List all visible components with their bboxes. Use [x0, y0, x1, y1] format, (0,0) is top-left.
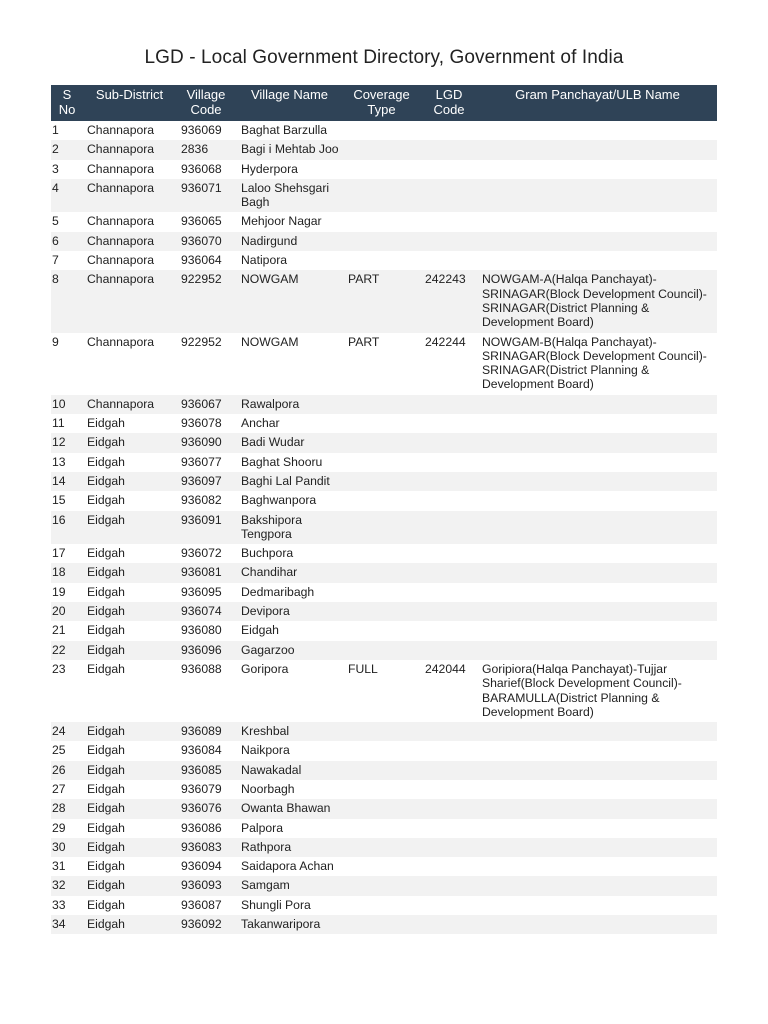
table-row: [51, 251, 717, 270]
cell-village-name: Baghwanpora: [241, 493, 317, 508]
cell-lgd-code: [420, 838, 478, 857]
cell-gram-panchayat: Goripiora(Halqa Panchayat)-Tujjar Sharief(Block Development Council)-BARAMULLA(District Planning & Development Board): [482, 661, 682, 719]
cell-sub-district: Eidgah: [83, 563, 176, 582]
cell-coverage-type: [343, 741, 420, 760]
cell-lgd-code: 242244: [425, 334, 466, 349]
cell-village-code: 936088: [181, 661, 222, 676]
header-village-name: Village Name: [236, 85, 343, 121]
cell-lgd-code: 242044: [425, 661, 466, 676]
cell-lgd-code: [420, 819, 478, 838]
cell-lgd-code: [420, 761, 478, 780]
cell-sub-district: Eidgah: [83, 799, 176, 818]
cell-village-name: Nadirgund: [236, 232, 343, 251]
cell-s-no: 15: [52, 493, 66, 508]
table-row: [51, 212, 717, 231]
cell-gram-panchayat: [478, 741, 717, 760]
cell-village-name: Dedmaribagh: [241, 584, 315, 599]
cell-lgd-code: [420, 857, 478, 876]
cell-s-no: 11: [52, 416, 65, 431]
cell-coverage-type: [343, 544, 420, 563]
table-row: [51, 160, 717, 179]
table-row: [51, 602, 717, 621]
cell-sub-district: Eidgah: [87, 661, 125, 676]
cell-village-name: Chandihar: [236, 563, 343, 582]
cell-sub-district: Eidgah: [87, 454, 125, 469]
cell-lgd-code: 242243: [420, 270, 478, 332]
cell-gram-panchayat: [478, 563, 717, 582]
cell-village-name: Eidgah: [241, 623, 279, 638]
cell-s-no: 5: [52, 214, 59, 229]
cell-village-name: Bakshipora Tengpora: [236, 511, 343, 545]
cell-gram-panchayat: [478, 140, 717, 159]
cell-sub-district: Eidgah: [83, 838, 176, 857]
cell-lgd-code: [420, 453, 478, 472]
page-title: LGD - Local Government Directory, Government of India: [144, 47, 624, 68]
cell-sub-district: Eidgah: [87, 897, 125, 912]
cell-s-no: 17: [52, 546, 66, 561]
cell-gram-panchayat: [478, 761, 717, 780]
table-row: [51, 819, 717, 838]
cell-village-name: Buchpora: [241, 546, 294, 561]
table-row: [51, 433, 717, 452]
cell-sub-district: Eidgah: [83, 602, 176, 621]
cell-sub-district: Eidgah: [87, 584, 125, 599]
cell-s-no: 27: [52, 781, 66, 796]
cell-coverage-type: [343, 799, 420, 818]
cell-lgd-code: [420, 544, 478, 563]
cell-coverage-type: [343, 511, 420, 545]
cell-gram-panchayat: [478, 857, 717, 876]
cell-gram-panchayat: [478, 876, 717, 895]
table-row: [51, 857, 717, 876]
cell-sub-district: Eidgah: [83, 433, 176, 452]
table-row: [51, 453, 717, 472]
cell-gram-panchayat: [478, 819, 717, 838]
village-table: [51, 85, 717, 934]
cell-s-no: 23: [52, 661, 66, 676]
cell-s-no: 31: [52, 859, 66, 874]
cell-village-code: 936068: [181, 161, 222, 176]
cell-village-code: 922952: [181, 334, 222, 349]
cell-lgd-code: [420, 602, 478, 621]
cell-coverage-type: [343, 722, 420, 741]
cell-village-name: Baghat Shooru: [241, 454, 323, 469]
table-row: [51, 121, 717, 140]
cell-s-no: 14: [51, 472, 83, 491]
cell-village-name: Palpora: [241, 820, 284, 835]
table-row: [51, 583, 717, 602]
header-s-no: S No: [51, 85, 83, 121]
cell-s-no: 1: [52, 123, 59, 137]
cell-s-no: 19: [52, 584, 66, 599]
table-row: [51, 414, 717, 433]
table-row: [51, 179, 717, 213]
cell-gram-panchayat: [478, 433, 717, 452]
cell-gram-panchayat: [478, 780, 717, 799]
cell-village-name: Natipora: [241, 253, 288, 268]
cell-coverage-type: PART: [348, 334, 380, 349]
cell-village-name: Naikpora: [241, 743, 290, 758]
cell-sub-district: Channapora: [87, 334, 155, 349]
cell-lgd-code: [420, 876, 478, 895]
cell-lgd-code: [420, 583, 478, 602]
cell-village-name: NOWGAM: [241, 334, 299, 349]
cell-gram-panchayat: [478, 414, 717, 433]
cell-gram-panchayat: [478, 121, 717, 140]
cell-village-name: Mehjoor Nagar: [241, 214, 322, 229]
cell-gram-panchayat: [478, 511, 717, 545]
cell-lgd-code: [420, 179, 478, 213]
cell-coverage-type: [343, 583, 420, 602]
table-row: [51, 511, 717, 545]
header-lgd-code: LGD Code: [420, 85, 478, 121]
cell-village-code: 936081: [176, 563, 236, 582]
cell-coverage-type: [343, 915, 420, 934]
cell-gram-panchayat: [478, 641, 717, 660]
cell-village-code: 936084: [181, 743, 222, 758]
cell-s-no: 4: [51, 179, 83, 213]
cell-village-code: 936067: [176, 395, 236, 414]
cell-village-code: 936091: [176, 511, 236, 545]
cell-village-name: Rawalpora: [236, 395, 343, 414]
cell-s-no: 24: [51, 722, 83, 741]
cell-sub-district: Eidgah: [87, 859, 125, 874]
cell-village-name: Laloo Shehsgari Bagh: [236, 179, 343, 213]
cell-coverage-type: [343, 838, 420, 857]
cell-coverage-type: [343, 857, 420, 876]
cell-s-no: 25: [52, 743, 66, 758]
cell-s-no: 3: [52, 161, 59, 176]
table-row: [51, 472, 717, 491]
cell-coverage-type: [343, 140, 420, 159]
cell-sub-district: Eidgah: [87, 743, 125, 758]
cell-village-code: 936065: [181, 214, 222, 229]
cell-coverage-type: [343, 621, 420, 640]
cell-village-code: 936070: [176, 232, 236, 251]
cell-gram-panchayat: [478, 251, 717, 270]
cell-coverage-type: FULL: [348, 661, 378, 676]
cell-village-code: 936072: [181, 546, 222, 561]
cell-sub-district: Eidgah: [83, 722, 176, 741]
cell-lgd-code: [420, 491, 478, 510]
cell-lgd-code: [420, 251, 478, 270]
cell-village-name: Bagi i Mehtab Joo: [236, 140, 343, 159]
cell-village-code: 936092: [176, 915, 236, 934]
cell-sub-district: Channapora: [83, 270, 176, 332]
cell-gram-panchayat: [478, 472, 717, 491]
cell-sub-district: Eidgah: [87, 820, 125, 835]
cell-coverage-type: [343, 491, 420, 510]
cell-coverage-type: [343, 395, 420, 414]
cell-sub-district: Eidgah: [83, 761, 176, 780]
cell-village-code: 936074: [176, 602, 236, 621]
header-gram-panchayat: Gram Panchayat/ULB Name: [478, 85, 717, 121]
cell-s-no: 33: [52, 897, 66, 912]
cell-s-no: 34: [51, 915, 83, 934]
cell-village-name: Devipora: [236, 602, 343, 621]
cell-gram-panchayat: [478, 232, 717, 251]
cell-sub-district: Eidgah: [87, 546, 125, 561]
cell-coverage-type: [343, 563, 420, 582]
cell-s-no: 26: [51, 761, 83, 780]
cell-sub-district: Channapora: [83, 232, 176, 251]
cell-s-no: 21: [52, 623, 66, 638]
cell-lgd-code: [420, 780, 478, 799]
cell-sub-district: Channapora: [87, 161, 155, 176]
cell-village-code: 936095: [181, 584, 222, 599]
cell-lgd-code: [420, 212, 478, 231]
cell-coverage-type: [343, 232, 420, 251]
cell-sub-district: Eidgah: [83, 511, 176, 545]
cell-s-no: 28: [51, 799, 83, 818]
cell-s-no: 29: [52, 820, 66, 835]
table-row: [51, 896, 717, 915]
cell-sub-district: Channapora: [83, 140, 176, 159]
cell-village-code: 936077: [181, 454, 222, 469]
cell-village-name: Saidapora Achan: [241, 859, 334, 874]
cell-gram-panchayat: [478, 395, 717, 414]
table-row: [51, 876, 717, 895]
cell-sub-district: Channapora: [87, 123, 155, 137]
cell-village-name: Rathpora: [236, 838, 343, 857]
cell-village-code: 936093: [176, 876, 236, 895]
cell-village-name: Kreshbal: [236, 722, 343, 741]
table-row: [51, 722, 717, 741]
table-header-row: [51, 85, 717, 121]
cell-lgd-code: [420, 722, 478, 741]
cell-gram-panchayat: [478, 179, 717, 213]
table-row: [51, 140, 717, 159]
cell-lgd-code: [420, 511, 478, 545]
cell-sub-district: Channapora: [83, 395, 176, 414]
cell-lgd-code: [420, 799, 478, 818]
cell-sub-district: Eidgah: [83, 641, 176, 660]
cell-gram-panchayat: [478, 491, 717, 510]
cell-gram-panchayat: [478, 799, 717, 818]
cell-sub-district: Eidgah: [87, 493, 125, 508]
cell-s-no: 9: [52, 334, 59, 349]
cell-sub-district: Eidgah: [87, 623, 125, 638]
cell-s-no: 32: [51, 876, 83, 895]
table-body: [51, 121, 717, 934]
cell-s-no: 8: [51, 270, 83, 332]
cell-lgd-code: [420, 395, 478, 414]
cell-village-code: 936087: [181, 897, 222, 912]
cell-village-name: Nawakadal: [236, 761, 343, 780]
cell-s-no: 12: [51, 433, 83, 452]
cell-village-code: 936079: [181, 781, 222, 796]
cell-s-no: 6: [51, 232, 83, 251]
cell-lgd-code: [420, 160, 478, 179]
cell-coverage-type: [343, 160, 420, 179]
header-sub-district: Sub-District: [83, 85, 176, 121]
cell-gram-panchayat: [478, 212, 717, 231]
cell-s-no: 10: [51, 395, 83, 414]
cell-gram-panchayat: [478, 722, 717, 741]
cell-village-code: 936094: [181, 859, 222, 874]
cell-village-code: 936085: [176, 761, 236, 780]
cell-lgd-code: [420, 896, 478, 915]
cell-coverage-type: [343, 251, 420, 270]
cell-village-code: 936082: [181, 493, 222, 508]
table-row: [51, 641, 717, 660]
table-row: [51, 915, 717, 934]
table-row: [51, 563, 717, 582]
cell-village-code: 922952: [176, 270, 236, 332]
cell-coverage-type: [343, 896, 420, 915]
cell-sub-district: Channapora: [83, 179, 176, 213]
cell-village-name: Badi Wudar: [236, 433, 343, 452]
cell-village-code: 936064: [181, 253, 222, 268]
cell-s-no: 30: [51, 838, 83, 857]
cell-village-name: Gagarzoo: [236, 641, 343, 660]
cell-village-name: Takanwaripora: [236, 915, 343, 934]
cell-village-code: 936069: [181, 123, 222, 137]
cell-village-code: 936083: [176, 838, 236, 857]
cell-village-code: 936090: [176, 433, 236, 452]
cell-village-code: 2836: [176, 140, 236, 159]
table-row: [51, 761, 717, 780]
cell-village-name: Goripora: [241, 661, 289, 676]
table-row: [51, 660, 717, 722]
cell-lgd-code: [420, 140, 478, 159]
cell-village-code: 936078: [181, 416, 222, 431]
cell-gram-panchayat: [478, 583, 717, 602]
cell-gram-panchayat: [478, 621, 717, 640]
cell-sub-district: Eidgah: [87, 781, 125, 796]
table-row: [51, 838, 717, 857]
cell-coverage-type: [343, 780, 420, 799]
cell-village-name: Owanta Bhawan: [236, 799, 343, 818]
cell-s-no: 18: [51, 563, 83, 582]
cell-coverage-type: [343, 433, 420, 452]
cell-gram-panchayat: NOWGAM-B(Halqa Panchayat)-SRINAGAR(Block Development Council)-SRINAGAR(District Planning & Development Board): [482, 334, 707, 392]
cell-lgd-code: [420, 741, 478, 760]
table-row: [51, 780, 717, 799]
cell-s-no: 13: [52, 454, 66, 469]
cell-gram-panchayat: [478, 602, 717, 621]
cell-lgd-code: [420, 414, 478, 433]
cell-coverage-type: PART: [343, 270, 420, 332]
cell-lgd-code: [420, 563, 478, 582]
cell-coverage-type: [343, 414, 420, 433]
cell-gram-panchayat: [478, 453, 717, 472]
cell-sub-district: Eidgah: [87, 416, 125, 431]
cell-sub-district: Channapora: [87, 214, 155, 229]
table-row: [51, 333, 717, 395]
cell-village-code: 936096: [176, 641, 236, 660]
cell-lgd-code: [420, 472, 478, 491]
cell-s-no: 20: [51, 602, 83, 621]
cell-lgd-code: [420, 121, 478, 140]
cell-village-code: 936089: [176, 722, 236, 741]
table-row: [51, 270, 717, 332]
cell-gram-panchayat: [478, 544, 717, 563]
cell-s-no: 2: [51, 140, 83, 159]
cell-village-name: Shungli Pora: [241, 897, 311, 912]
table-row: [51, 621, 717, 640]
table-row: [51, 395, 717, 414]
cell-sub-district: Eidgah: [83, 472, 176, 491]
cell-gram-panchayat: [478, 896, 717, 915]
table-row: [51, 491, 717, 510]
table-row: [51, 799, 717, 818]
cell-s-no: 22: [51, 641, 83, 660]
table-row: [51, 741, 717, 760]
cell-village-code: 936071: [176, 179, 236, 213]
cell-village-name: NOWGAM: [236, 270, 343, 332]
cell-lgd-code: [420, 641, 478, 660]
cell-s-no: 7: [52, 253, 59, 268]
cell-gram-panchayat: [478, 915, 717, 934]
cell-lgd-code: [420, 433, 478, 452]
table-row: [51, 232, 717, 251]
cell-coverage-type: [343, 819, 420, 838]
cell-lgd-code: [420, 621, 478, 640]
header-village-code: Village Code: [176, 85, 236, 121]
cell-coverage-type: [343, 641, 420, 660]
cell-gram-panchayat: [478, 160, 717, 179]
cell-village-code: 936086: [181, 820, 222, 835]
cell-coverage-type: [343, 602, 420, 621]
cell-s-no: 16: [51, 511, 83, 545]
cell-coverage-type: [343, 121, 420, 140]
cell-village-name: Baghat Barzulla: [241, 123, 328, 137]
table-row: [51, 544, 717, 563]
cell-village-name: Anchar: [241, 416, 280, 431]
cell-village-name: Samgam: [236, 876, 343, 895]
cell-village-code: 936076: [176, 799, 236, 818]
cell-village-code: 936097: [176, 472, 236, 491]
cell-gram-panchayat: NOWGAM-A(Halqa Panchayat)-SRINAGAR(Block Development Council)-SRINAGAR(District Planning & Development Board): [478, 270, 717, 332]
cell-sub-district: Eidgah: [83, 876, 176, 895]
cell-sub-district: Eidgah: [83, 915, 176, 934]
cell-village-code: 936080: [181, 623, 222, 638]
cell-coverage-type: [343, 876, 420, 895]
cell-village-name: Hyderpora: [241, 161, 298, 176]
cell-gram-panchayat: [478, 838, 717, 857]
cell-coverage-type: [343, 179, 420, 213]
cell-coverage-type: [343, 472, 420, 491]
cell-coverage-type: [343, 212, 420, 231]
cell-village-name: Baghi Lal Pandit: [236, 472, 343, 491]
cell-coverage-type: [343, 453, 420, 472]
cell-lgd-code: [420, 915, 478, 934]
cell-sub-district: Channapora: [87, 253, 155, 268]
cell-village-name: Noorbagh: [241, 781, 295, 796]
cell-lgd-code: [420, 232, 478, 251]
cell-coverage-type: [343, 761, 420, 780]
header-coverage-type: Coverage Type: [343, 85, 420, 121]
